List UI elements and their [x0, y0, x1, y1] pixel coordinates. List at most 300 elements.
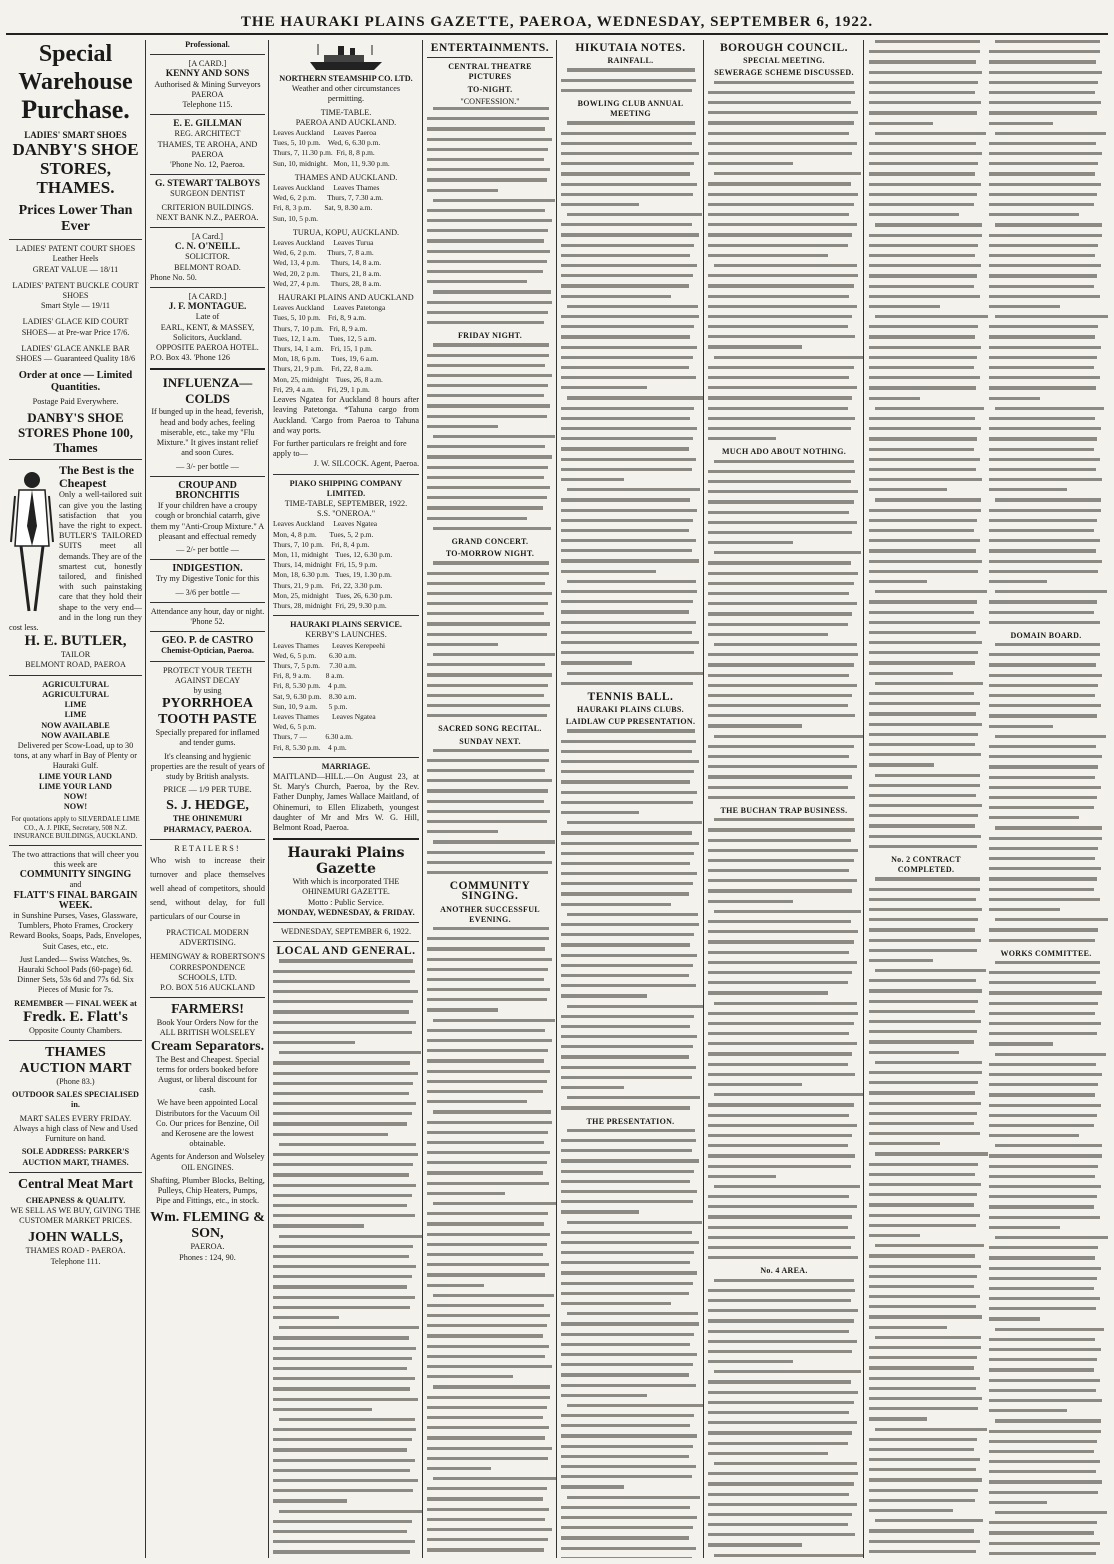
text-line [989, 786, 1101, 789]
butler-address: BELMONT ROAD, PAEROA [25, 660, 126, 670]
text-line [708, 572, 858, 575]
divider [273, 757, 419, 758]
text-line [708, 233, 852, 236]
text-line [561, 570, 656, 573]
text-line [561, 89, 692, 92]
text-line [869, 478, 982, 481]
section-subhead: LAIDLAW CUP PRESENTATION. [565, 717, 696, 727]
butler-ad [9, 464, 142, 633]
text-line [708, 223, 857, 226]
text-line [427, 148, 548, 151]
text-line [427, 270, 543, 273]
text-line [869, 1254, 975, 1257]
text-line [869, 1102, 981, 1105]
timetable-row: Sun, 10, 5 p.m. [273, 213, 318, 223]
text-line [869, 621, 980, 624]
text-line [989, 857, 1095, 860]
text-line [708, 1543, 802, 1546]
section-subhead: DOMAIN BOARD. [1010, 630, 1082, 640]
text-line [708, 1114, 849, 1117]
text-line [995, 1053, 1106, 1056]
text-line [989, 796, 1097, 799]
text-line [989, 1256, 1095, 1259]
text-line [427, 1141, 544, 1144]
text-line [875, 682, 983, 685]
text-line [875, 1061, 982, 1064]
text-line [989, 152, 1102, 155]
text-line [869, 468, 976, 471]
text-line [708, 366, 854, 369]
text-line [708, 961, 857, 964]
text-line [273, 1112, 412, 1115]
text-line [869, 1489, 978, 1492]
hedge-pharmacy: THE OHINEMURI PHARMACY, PAEROA. [163, 814, 252, 834]
route-heading: HAURAKI PLAINS AND AUCKLAND [278, 293, 414, 303]
text-line [427, 1222, 544, 1225]
timetable-row: Thurs, 7, 10 p.m. Fri, 8, 9 a.m. [273, 323, 368, 333]
text-line [708, 1012, 858, 1015]
text-line [427, 1497, 543, 1500]
lime-line: NOW! [63, 791, 88, 801]
text-line [273, 1459, 415, 1462]
text-line [869, 274, 977, 277]
text-line [433, 290, 551, 293]
text-line [869, 835, 981, 838]
column-borough [705, 40, 863, 1558]
text-line [869, 1529, 974, 1532]
text-line [869, 60, 976, 63]
text-line [561, 417, 690, 420]
article-body [561, 68, 700, 92]
text-line [708, 796, 855, 799]
divider [273, 838, 419, 840]
text-line [714, 172, 861, 175]
text-line [273, 1428, 416, 1431]
flatt-community: COMMUNITY SINGING [19, 869, 132, 881]
text-line [427, 779, 552, 782]
text-line [714, 356, 863, 359]
text-line [875, 877, 980, 880]
text-line [995, 826, 1102, 829]
text-line [273, 1173, 409, 1176]
text-line [989, 560, 1102, 563]
text-line [561, 284, 689, 287]
text-line [989, 1083, 1098, 1086]
text-line [561, 1516, 697, 1519]
article-body [427, 927, 553, 1558]
text-line [708, 859, 854, 862]
text-line [561, 172, 690, 175]
text-line [989, 611, 1094, 614]
text-line [708, 612, 852, 615]
route-heading: TURUA, KOPU, AUCKLAND. [292, 227, 400, 237]
text-line [989, 663, 1096, 666]
text-line [561, 791, 697, 794]
text-line [427, 704, 550, 707]
text-line [427, 364, 545, 367]
text-line [561, 559, 699, 562]
text-line [433, 1202, 556, 1205]
text-line [708, 971, 852, 974]
retailers-pobox: P.O. BOX 516 AUCKLAND [160, 983, 255, 992]
text-line [708, 930, 858, 933]
text-line [427, 937, 549, 940]
text-line [989, 1195, 1097, 1198]
text-line [875, 590, 987, 593]
text-line [273, 1275, 412, 1278]
text-line [708, 1052, 852, 1055]
column-shipping [270, 40, 422, 1558]
fleming-town: PAEROA. [190, 1242, 225, 1252]
pyorrhoea-title: PYORRHOEA [162, 696, 253, 712]
text-line [273, 1010, 409, 1013]
card-line: 'Phone No. 12, Paeroa. [170, 160, 245, 170]
text-line [708, 541, 793, 544]
text-line [989, 1073, 1102, 1076]
text-line [273, 990, 418, 993]
text-line [989, 1287, 1094, 1290]
text-line [561, 274, 693, 277]
text-line [561, 750, 692, 753]
divider [150, 602, 265, 603]
text-line [989, 908, 1060, 911]
text-line [427, 1334, 543, 1337]
agent-name: J. W. SILCOCK. Agent, Paeroa. [313, 459, 419, 469]
text-line [708, 1144, 848, 1147]
text-line [427, 127, 545, 130]
text-line [427, 1508, 549, 1511]
borough-heading: BOROUGH COUNCIL. [719, 42, 849, 54]
text-line [561, 1343, 690, 1346]
pyorrhoea-body-2: It's cleansing and hygienic properties are the result of years of study by British analysts. [150, 751, 265, 781]
text-line [427, 978, 544, 981]
divider [9, 845, 142, 846]
text-line [273, 1072, 418, 1075]
text-line [708, 869, 849, 872]
text-line [561, 994, 647, 997]
text-line [869, 1275, 977, 1278]
text-line [561, 1526, 693, 1529]
text-line [869, 651, 978, 654]
timetable-row: Thurs, 21, 9 p.m. Fri, 22, 8 a.m. [273, 364, 373, 374]
text-line [708, 775, 852, 778]
text-line [869, 888, 980, 891]
text-line [989, 1307, 1096, 1310]
text-line [989, 745, 1096, 748]
text-line [875, 1244, 984, 1247]
text-line [708, 470, 855, 473]
auction-address: SOLE ADDRESS: PARKER'S AUCTION MART, THAMES. [21, 1147, 130, 1167]
text-line [869, 753, 981, 756]
text-line [561, 1333, 694, 1336]
text-line [273, 1153, 418, 1156]
card-line: THAMES, TE AROHA, AND PAEROA [157, 139, 258, 159]
timetable-row: Wed, 6, 2 p.m. Thurs, 7, 8 a.m. [273, 248, 374, 258]
warehouse-title-2: Purchase. [21, 95, 130, 124]
text-line [427, 602, 548, 605]
text-line [869, 397, 920, 400]
retailers-course: PRACTICAL MODERN ADVERTISING. [166, 927, 249, 948]
article-body [869, 40, 983, 848]
text-line [567, 305, 698, 308]
influenza-price: — 3/- per bottle — [176, 461, 239, 471]
attendance: Attendance any hour, day or night. [150, 606, 265, 616]
text-line [708, 561, 851, 564]
text-line [567, 121, 695, 124]
section-subhead: FRIDAY NIGHT. [457, 331, 523, 341]
text-line [989, 1185, 1101, 1188]
timetable-row: Mon, 25, midnight Tues, 26, 6.30 p.m. [273, 590, 393, 600]
farmers-body-3: We have been appointed Local Distributors for the Vacuum Oil Co. Our prices for Benzine, Oil and Kerosene are the lowest obtainable. [155, 1098, 260, 1149]
text-line [708, 1503, 857, 1506]
text-line [427, 1284, 484, 1287]
card-line: J. F. MONTAGUE. [168, 302, 247, 313]
text-line [427, 374, 552, 377]
text-line [561, 346, 697, 349]
text-line [989, 684, 1098, 687]
text-line [708, 1493, 849, 1496]
pyorrhoea-body: Specially prepared for inflamed and tender gums. [155, 728, 260, 748]
text-line [708, 284, 854, 287]
text-line [989, 366, 1094, 369]
text-line [989, 183, 1101, 186]
text-line [989, 674, 1102, 677]
card-line: BELMONT ROAD. [174, 262, 241, 272]
text-line [561, 631, 692, 634]
text-line [561, 1445, 693, 1448]
text-line [561, 892, 689, 895]
text-line [427, 209, 545, 212]
text-line [433, 199, 555, 202]
text-line [989, 488, 1067, 491]
text-line [561, 1106, 690, 1109]
text-line [561, 325, 694, 328]
timetable-rows [273, 303, 419, 395]
masthead: THE HAURAKI PLAINS GAZETTE, PAEROA, WEDNESDAY, SEPTEMBER 6, 1922. [240, 14, 874, 30]
text-line [869, 1458, 980, 1461]
text-line [427, 1151, 550, 1154]
timetable-row: Fri, 8, 5.30 p.m. 4 p.m. [273, 681, 347, 691]
text-line [427, 1324, 547, 1327]
text-line [708, 633, 828, 636]
text-line [279, 1418, 415, 1421]
flatt-bargain: FLATT'S FINAL BARGAIN WEEK. [13, 889, 138, 911]
text-line [433, 653, 555, 656]
text-line [427, 384, 548, 387]
text-line [273, 1499, 347, 1502]
text-line [561, 1045, 693, 1048]
article-body [427, 561, 553, 717]
text-line [561, 549, 692, 552]
warehouse-title: Special Warehouse [18, 41, 133, 95]
text-line [273, 1061, 410, 1064]
text-line [995, 498, 1101, 501]
text-line [708, 1533, 855, 1536]
text-line [708, 142, 857, 145]
text-line [273, 1550, 410, 1553]
text-line [427, 168, 550, 171]
retailers-school: HEMINGWAY & ROBERTSON'S CORRESPONDENCE SCHOOLS, LTD. [150, 952, 266, 982]
text-line [273, 1408, 372, 1411]
lime-line: LIME [64, 710, 87, 720]
text-line [561, 641, 699, 644]
text-line [427, 1161, 547, 1164]
text-line [427, 354, 549, 357]
text-line [989, 816, 1079, 819]
text-line [989, 91, 1095, 94]
text-line [273, 1021, 416, 1024]
text-line [708, 1032, 849, 1035]
text-line [273, 1347, 416, 1350]
text-line [561, 1159, 699, 1162]
article-body [427, 107, 553, 324]
text-line [427, 673, 552, 676]
text-line [561, 954, 697, 957]
retailers-body: Who wish to increase their turnover and place themselves well ahead of competitors, should send, without delay, for full particulars of our Course in [150, 855, 265, 921]
text-line [708, 305, 857, 308]
text-line [433, 1477, 556, 1480]
text-line [869, 142, 976, 145]
text-line [561, 1170, 694, 1173]
text-line [279, 1510, 422, 1513]
text-line [561, 1506, 690, 1509]
text-line [427, 301, 552, 304]
text-line [869, 1122, 974, 1125]
timetable-row: Wed, 20, 2 p.m. Thurs, 21, 8 a.m. [273, 268, 382, 278]
text-line [427, 1406, 547, 1409]
timetable-rows [273, 128, 419, 169]
postage: Postage Paid Everywhere. [32, 397, 119, 407]
divider [9, 239, 142, 240]
marriage-notice: MAITLAND—HILL.—On August 23, at St. Mary's Church, Paeroa, by the Rev. Father Dunphy, James Wallace Maitland, of Ohinemuri, to Ellen Elizabeth, youngest daughter of Mr and Mrs W. G. Hill, Belmont Road, Paeroa. [273, 772, 419, 833]
text-line [708, 315, 852, 318]
text-line [708, 694, 852, 697]
text-line [989, 264, 1101, 267]
timetable-rows [273, 238, 419, 289]
shoe-item: GREAT VALUE — 18/11 [32, 264, 119, 274]
text-line [561, 1190, 697, 1193]
pyorrhoea-intro: PROTECT YOUR TEETH AGAINST DECAY [162, 665, 252, 685]
text-line [561, 79, 696, 82]
text-line [869, 183, 981, 186]
text-line [869, 203, 974, 206]
column-entertainments [424, 40, 556, 1558]
text-line [869, 305, 940, 308]
text-line [989, 203, 1094, 206]
text-line [714, 264, 857, 267]
divider [150, 368, 265, 370]
card-line: [A CARD.] [188, 292, 227, 302]
butler-body: Only a well-tailored suit can give you the lasting satisfaction that you have the right to expect. BUTLER'S TAILORED SUITS meet all demands. They are of the smartest cut, honestly tailored, and finished with such painstaking care that they hold their shape to the very end—and in the long run they cost less. [9, 490, 142, 633]
text-line [708, 531, 852, 534]
card-line: Authorised & Mining Surveyors [154, 79, 261, 89]
text-line [869, 631, 976, 634]
text-line [561, 882, 693, 885]
text-line [561, 203, 639, 206]
text-line [561, 1292, 689, 1295]
card-line: KENNY AND SONS [165, 69, 250, 80]
text-line [561, 315, 699, 318]
text-line [989, 529, 1094, 532]
text-line [273, 970, 415, 973]
text-line [273, 1102, 416, 1105]
text-line [875, 315, 988, 318]
text-line [561, 1261, 690, 1264]
text-line [561, 600, 693, 603]
article-body [989, 643, 1103, 942]
text-line [714, 643, 857, 646]
section-subhead: HAURAKI PLAINS CLUBS. [577, 705, 684, 715]
two-column-text [869, 40, 1105, 1558]
divider [150, 839, 265, 840]
text-line [433, 527, 551, 530]
timetable-row: Leaves Auckland Leaves Paeroa [273, 128, 377, 138]
column-rule [556, 40, 557, 1558]
text-line [714, 1370, 861, 1373]
text-line [708, 407, 848, 410]
divider [150, 631, 265, 632]
text-line [869, 1091, 975, 1094]
text-line [989, 193, 1097, 196]
farmers-body-4: Agents for Anderson and Wolseley OIL ENGINES. [150, 1152, 265, 1172]
text-line [989, 417, 1095, 420]
text-line [427, 1182, 549, 1185]
text-line [869, 458, 980, 461]
text-line [561, 1536, 689, 1539]
farmers-heading: FARMERS! [171, 1002, 244, 1018]
text-line [567, 1129, 695, 1132]
text-line [989, 386, 1096, 389]
text-line [869, 1224, 976, 1227]
text-line [708, 254, 828, 257]
timetable-row: Mon, 18, 6 p.m. Tues, 19, 6 a.m. [273, 354, 379, 364]
text-line [561, 1302, 671, 1305]
text-line [561, 1557, 692, 1558]
text-line [427, 158, 544, 161]
text-line [869, 1305, 976, 1308]
text-line [989, 1521, 1097, 1524]
text-line [561, 1414, 694, 1417]
text-line [427, 1059, 544, 1062]
text-line [427, 260, 547, 263]
text-line [427, 1049, 548, 1052]
divider [150, 114, 265, 115]
text-line [273, 1387, 410, 1390]
text-line [995, 315, 1108, 318]
masthead-rule [6, 33, 1108, 35]
influenza-heading: INFLUENZA—COLDS [162, 375, 253, 407]
text-line [561, 770, 694, 773]
text-line [273, 1357, 412, 1360]
meat-phone: Telephone 111. [50, 1256, 101, 1266]
timetable-row: Leaves Auckland Leaves Turua [273, 238, 374, 248]
text-line [989, 71, 1102, 74]
text-line [989, 806, 1094, 809]
text-line [561, 366, 689, 369]
text-line [869, 1356, 977, 1359]
text-line [561, 1363, 693, 1366]
text-line [869, 580, 927, 583]
text-line [708, 244, 848, 247]
text-line [995, 735, 1106, 738]
text-line [995, 407, 1104, 410]
column-professional [147, 40, 268, 1558]
text-line [433, 749, 549, 752]
text-line [273, 1245, 413, 1248]
text-line [869, 285, 974, 288]
text-line [989, 1165, 1098, 1168]
text-line [875, 40, 980, 43]
